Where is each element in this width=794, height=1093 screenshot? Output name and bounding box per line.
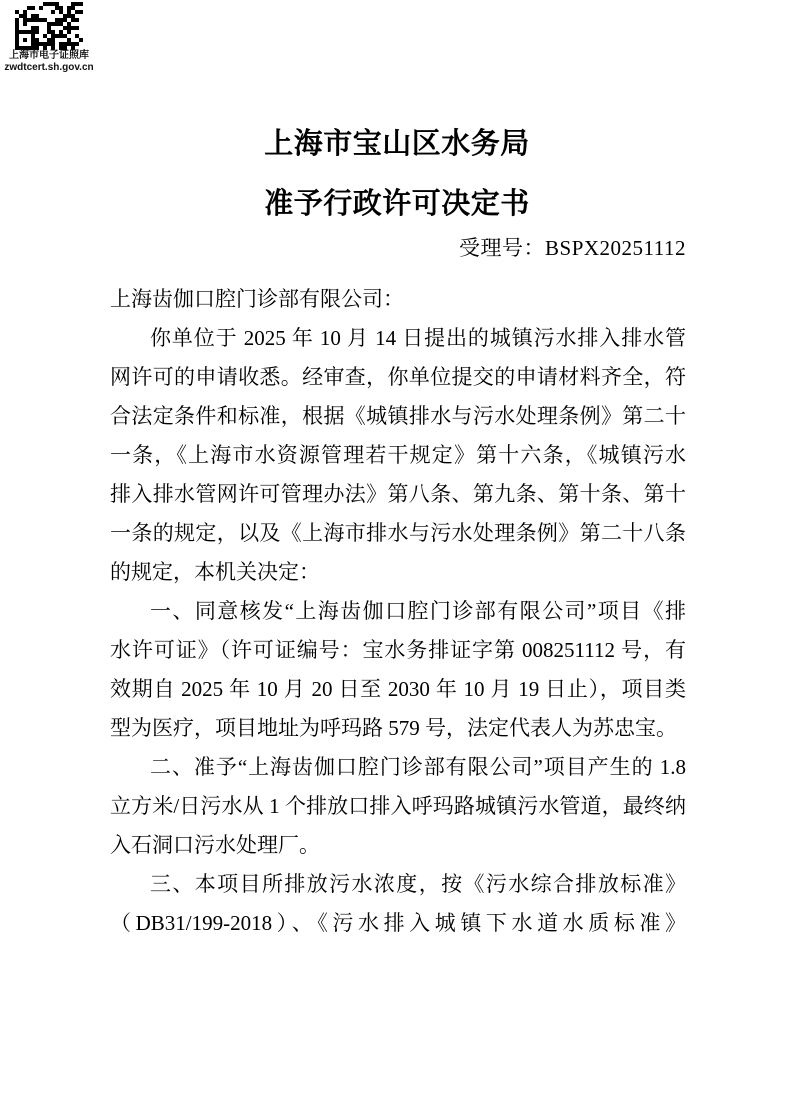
document-line: 合法定条件和标准，根据《城镇排水与污水处理条例》第二十 xyxy=(110,404,686,428)
qr-caption-library: 上海市电子证照库 xyxy=(9,50,89,61)
issuing-authority-title: 上海市宝山区水务局 xyxy=(264,128,530,160)
document-line: 效期自 2025 年 10 月 20 日至 2030 年 10 月 19 日止），项目类 xyxy=(110,677,686,701)
document-line: 一、同意核发“上海齿伽口腔门诊部有限公司”项目《排 xyxy=(150,599,686,623)
document-line: 的规定，本机关决定： xyxy=(110,560,320,584)
document-title: 准予行政许可决定书 xyxy=(264,188,530,220)
document-line: （DB31/199-2018）、《污水排入城镇下水道水质标准》 xyxy=(110,911,686,935)
qr-caption-url: zwdtcert.sh.gov.cn xyxy=(4,61,94,73)
document-line: 一条的规定，以及《上海市排水与污水处理条例》第二十八条 xyxy=(110,521,686,545)
document-line: 上海齿伽口腔门诊部有限公司： xyxy=(110,287,404,311)
document-line: 你单位于 2025 年 10 月 14 日提出的城镇污水排入排水管 xyxy=(150,326,686,350)
document-line: 立方米/日污水从 1 个排放口排入呼玛路城镇污水管道，最终纳 xyxy=(110,794,686,818)
document-line: 入石洞口污水处理厂。 xyxy=(110,833,320,857)
qr-block xyxy=(3,2,95,73)
document-line: 型为医疗，项目地址为呼玛路 579 号，法定代表人为苏忠宝。 xyxy=(110,716,677,740)
case-number: 受理号：BSPX20251112 xyxy=(459,236,686,260)
document-line: 水许可证》（许可证编号：宝水务排证字第 008251112 号，有 xyxy=(110,638,686,662)
document-line: 二、准予“上海齿伽口腔门诊部有限公司”项目产生的 1.8 xyxy=(150,755,686,779)
qr-code-icon xyxy=(15,2,83,50)
document-body xyxy=(110,280,686,943)
document-line: 网许可的申请收悉。经审查，你单位提交的申请材料齐全，符 xyxy=(110,365,686,389)
document-line: 一条，《上海市水资源管理若干规定》第十六条，《城镇污水 xyxy=(110,443,686,467)
document-line: 三、本项目所排放污水浓度，按《污水综合排放标准》 xyxy=(150,872,686,896)
document-line: 排入排水管网许可管理办法》第八条、第九条、第十条、第十 xyxy=(110,482,686,506)
